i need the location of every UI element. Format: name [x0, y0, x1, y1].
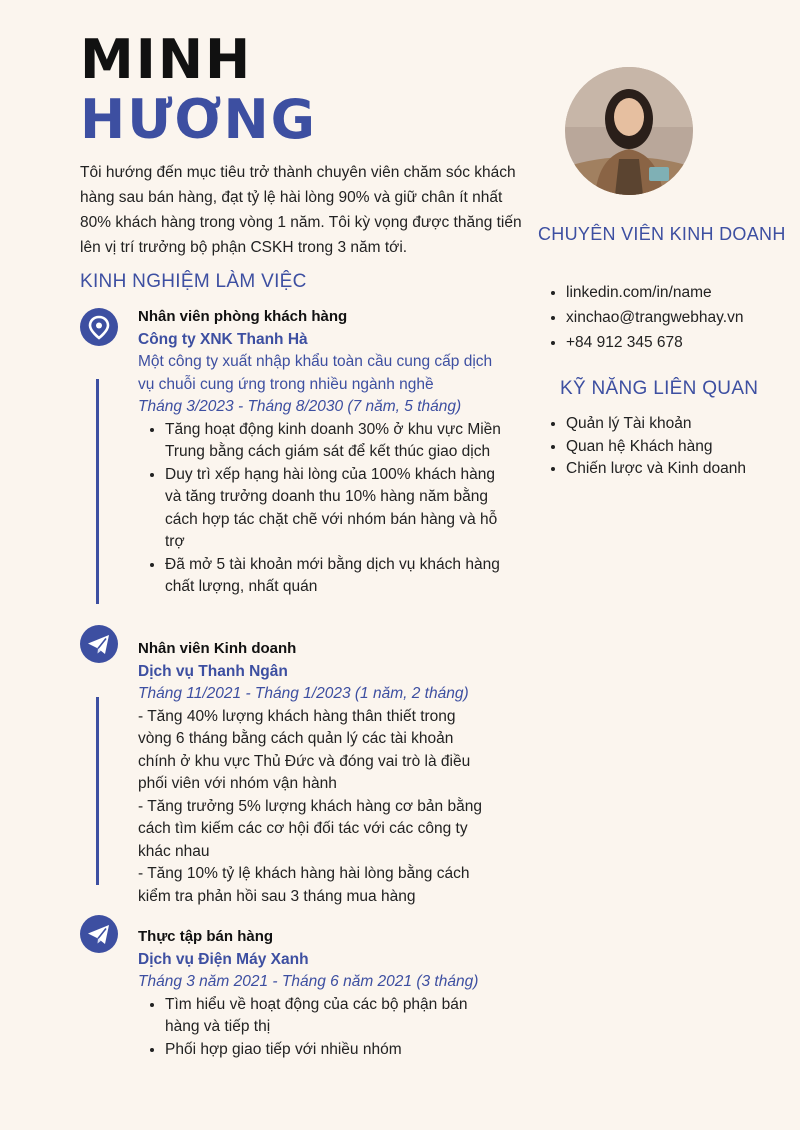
skill-item: • Quan hệ Khách hàng [566, 436, 766, 459]
company-name: Dịch vụ Điện Máy Xanh [138, 950, 309, 968]
location-pin-icon [80, 308, 118, 346]
job-period: Tháng 3 năm 2021 - Tháng 6 năm 2021 (3 tháng) [138, 973, 479, 990]
job-title: Thực tập bán hàng [138, 928, 274, 945]
job-achievement: - Tăng 40% lượng khách hàng thân thiết trong vòng 6 tháng bằng cách quản lý các tài khoản chính ở khu vực Thủ Đức và đóng vai trò là điều phối viên với nhóm vận hành [138, 707, 471, 792]
last-name: HƯƠNG [80, 88, 317, 151]
skills-list [548, 413, 766, 481]
job-entry [138, 306, 508, 599]
job-entry [138, 638, 493, 908]
email-link[interactable]: • xinchao@trangwebhay.vn [566, 305, 743, 330]
job-bullets [138, 994, 498, 1062]
experience-heading: KINH NGHIỆM LÀM VIỆC [80, 271, 307, 292]
list-item: • Phối hợp giao tiếp với nhiều nhóm [165, 1039, 498, 1062]
list-item: • Tăng hoạt động kinh doanh 30% ở khu vực Miền Trung bằng cách giám sát để kết thúc giao dịch [165, 419, 508, 464]
job-title: Nhân viên phòng khách hàng [138, 308, 348, 325]
linkedin-link[interactable]: • linkedin.com/in/name [566, 280, 743, 305]
company-name: Dịch vụ Thanh Ngân [138, 662, 288, 680]
job-achievement: - Tăng 10% tỷ lệ khách hàng hài lòng bằng cách kiểm tra phản hồi sau 3 tháng mua hàng [138, 865, 470, 905]
list-item: • Đã mở 5 tài khoản mới bằng dịch vụ khách hàng chất lượng, nhất quán [165, 554, 508, 599]
company-description: Một công ty xuất nhập khẩu toàn cầu cung cấp dịch vụ chuỗi cung ứng trong nhiều ngành nghề [138, 353, 493, 393]
timeline-line [96, 379, 99, 604]
list-item: • Tìm hiểu về hoạt động của các bộ phận bán hàng và tiếp thị [165, 994, 498, 1039]
job-period: Tháng 3/2023 - Tháng 8/2030 (7 năm, 5 tháng) [138, 398, 462, 415]
paper-plane-icon [80, 625, 118, 663]
job-title: Nhân viên Kinh doanh [138, 640, 297, 657]
skill-item: • Chiến lược và Kinh doanh [566, 458, 766, 481]
job-period: Tháng 11/2021 - Tháng 1/2023 (1 năm, 2 tháng) [138, 685, 469, 702]
job-entry [138, 926, 498, 1061]
first-name: MINH [80, 28, 253, 91]
job-achievement: - Tăng trưởng 5% lượng khách hàng cơ bản bằng cách tìm kiếm các cơ hội đối tác với các công ty khác nhau [138, 797, 482, 860]
company-name: Công ty XNK Thanh Hà [138, 330, 308, 348]
list-item: • Duy trì xếp hạng hài lòng của 100% khách hàng và tăng trưởng doanh thu 10% hàng năm bằng cách hợp tác chặt chẽ với nhóm bán hàng và hỗ trợ [165, 464, 508, 554]
profile-photo [565, 67, 693, 195]
career-objective: Tôi hướng đến mục tiêu trở thành chuyên viên chăm sóc khách hàng sau bán hàng, đạt tỷ lệ hài lòng 90% và giữ chân ít nhất 80% khách hàng trong vòng 1 năm. Tôi kỳ vọng được thăng tiến lên vị trí trưởng bộ phận CSKH trong 3 năm tới. [80, 164, 522, 256]
paper-plane-icon [80, 915, 118, 953]
skills-heading: KỸ NĂNG LIÊN QUAN [560, 378, 759, 399]
job-bullets [138, 419, 508, 599]
contact-list [548, 280, 743, 355]
job-role-title: CHUYÊN VIÊN KINH DOANH [538, 224, 786, 244]
timeline-line [96, 697, 99, 885]
skill-item: • Quản lý Tài khoản [566, 413, 766, 436]
phone-number[interactable]: • +84 912 345 678 [566, 330, 743, 355]
